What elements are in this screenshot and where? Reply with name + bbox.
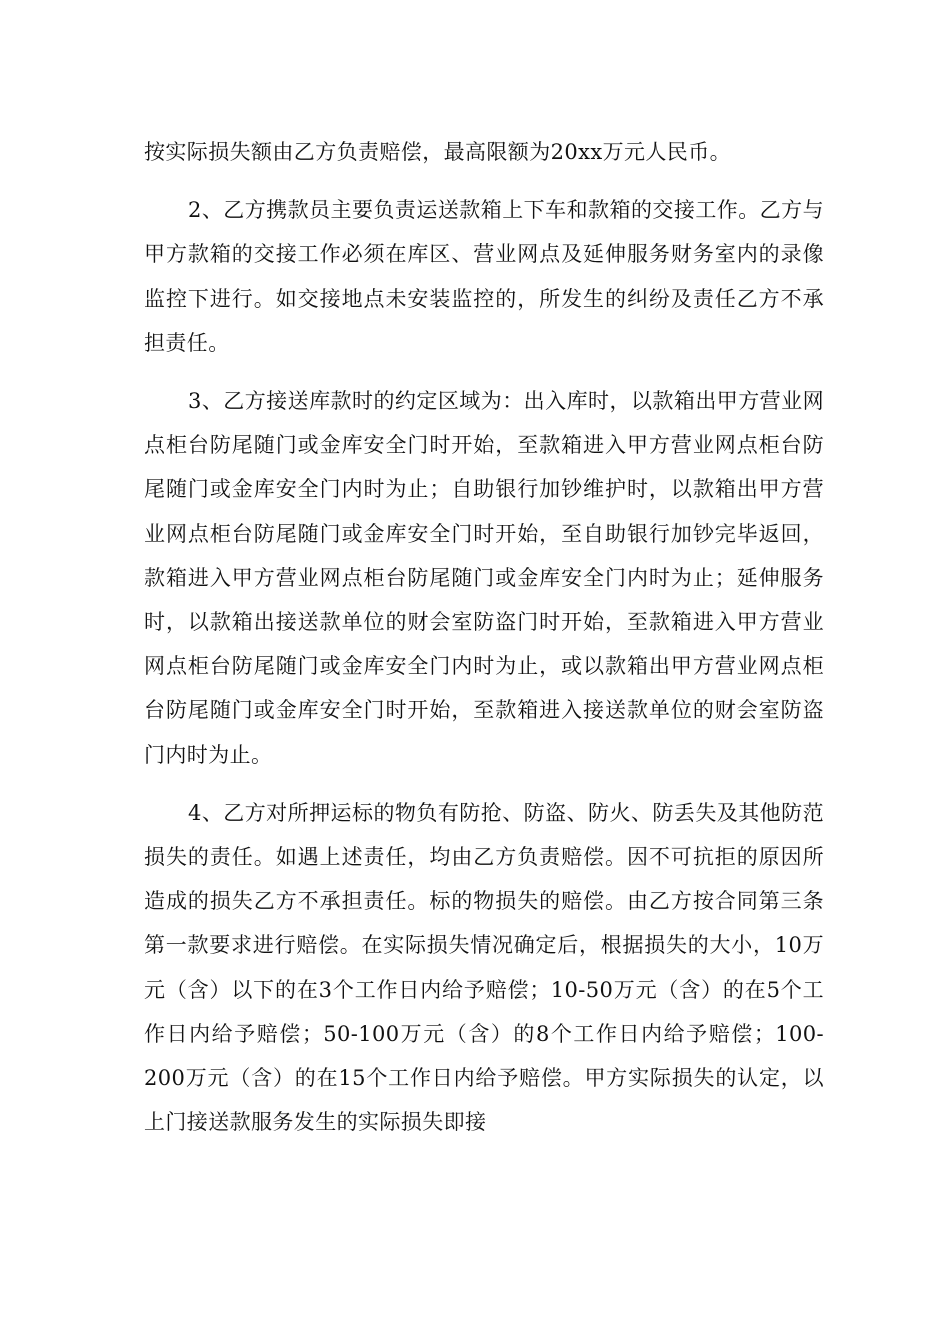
document-body	[144, 130, 824, 1158]
paragraph-clause-2: 2、乙方携款员主要负责运送款箱上下车和款箱的交接工作。乙方与甲方款箱的交接工作必须在库区、营业网点及延伸服务财务室内的录像监控下进行。如交接地点未安装监控的，所发生的纠纷及责任乙方不承担责任。	[144, 198, 824, 355]
paragraph-continuation: 按实际损失额由乙方负责赔偿，最高限额为20xx万元人民币。	[144, 140, 732, 164]
paragraph-clause-3: 3、乙方接送库款时的约定区域为：出入库时，以款箱出甲方营业网点柜台防尾随门或金库安全门时开始，至款箱进入甲方营业网点柜台防尾随门或金库安全门内时为止；自助银行加钞维护时，以款箱出甲方营业网点柜台防尾随门或金库安全门时开始，至自助银行加钞完毕返回，款箱进入甲方营业网点柜台防尾随门或金库安全门内时为止；延伸服务时，以款箱出接送款单位的财会室防盗门时开始，至款箱进入甲方营业网点柜台防尾随门或金库安全门内时为止，或以款箱出甲方营业网点柜台防尾随门或金库安全门时开始，至款箱进入接送款单位的财会室防盗门内时为止。	[144, 389, 824, 767]
paragraph-clause-4: 4、乙方对所押运标的物负有防抢、防盗、防火、防丢失及其他防范损失的责任。如遇上述责任，均由乙方负责赔偿。因不可抗拒的原因所造成的损失乙方不承担责任。标的物损失的赔偿。由乙方按合同第三条第一款要求进行赔偿。在实际损失情况确定后，根据损失的大小，10万元（含）以下的在3个工作日内给予赔偿；10-50万元（含）的在5个工作日内给予赔偿；50-100万元（含）的8个工作日内给予赔偿；100-200万元（含）的在15个工作日内给予赔偿。甲方实际损失的认定，以上门接送款服务发生的实际损失即接	[144, 800, 824, 1135]
